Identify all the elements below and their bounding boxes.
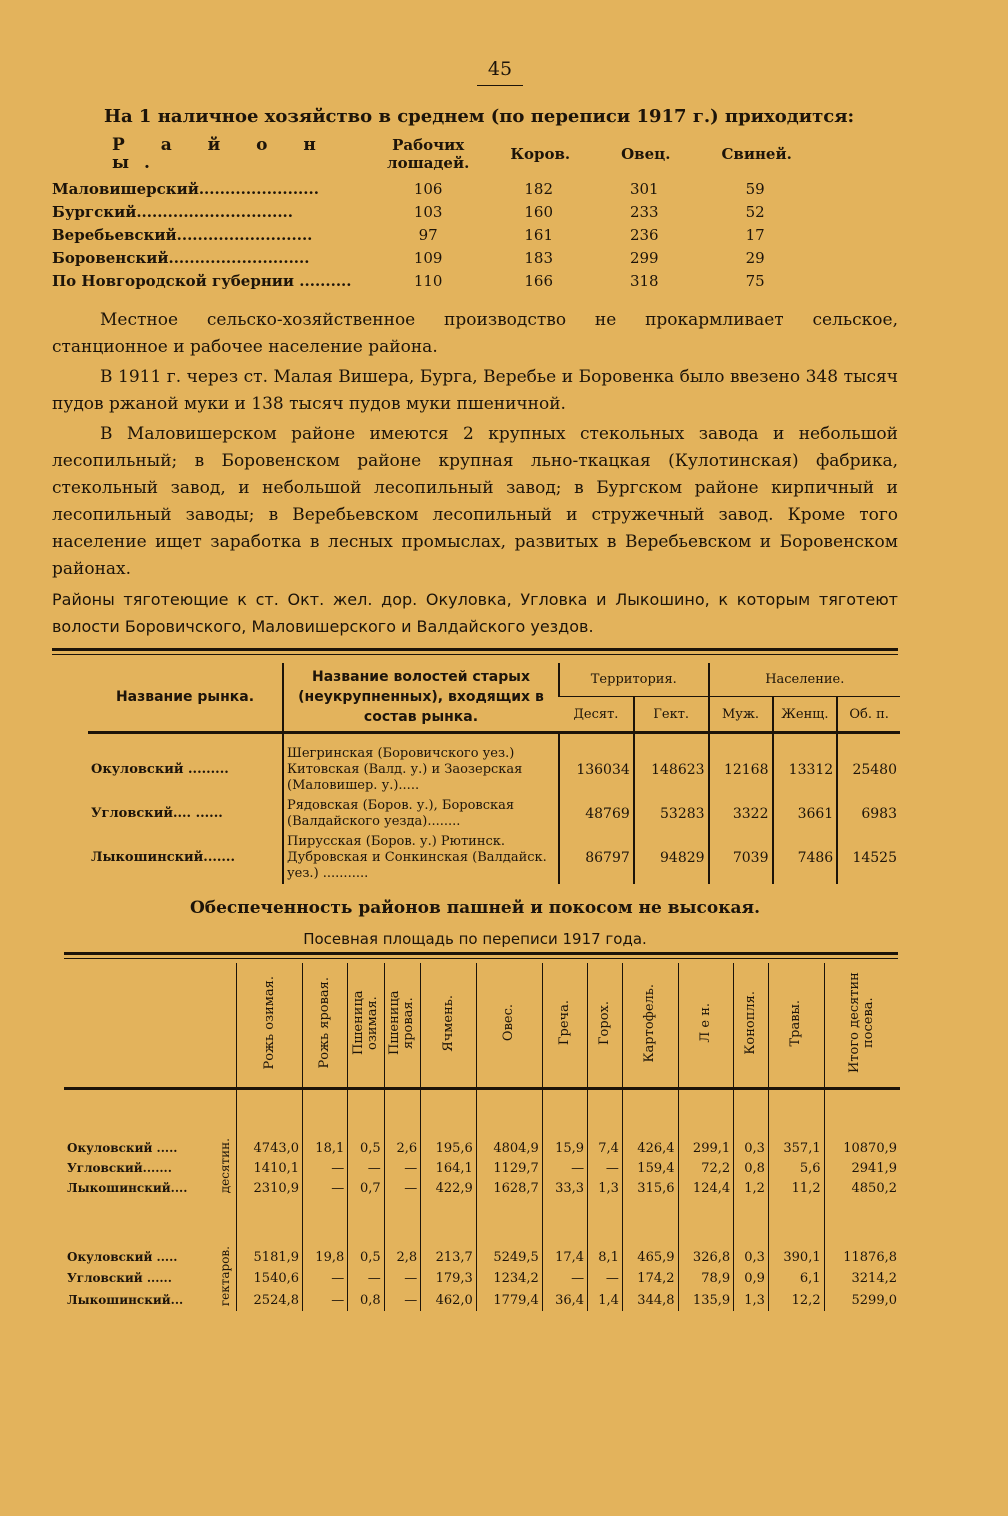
column-header-label: Картофель. [642,983,658,1063]
cell-sheep: 236 [629,226,659,244]
value-cell: 2524,8 [237,1290,303,1312]
cell-horses: 109 [413,249,443,267]
note-line: Обеспеченность районов пашней и покосом не высокая. [189,898,761,918]
gap-cell [64,1089,214,1139]
gap-cell [384,1089,420,1139]
value-cell: — [384,1158,420,1178]
value-cell: — [588,1158,623,1178]
value-cell: 174,2 [622,1268,678,1290]
column-header-label: Овес. [501,1004,517,1042]
gap-cell [421,1198,477,1246]
value-cell: 0,5 [348,1138,384,1158]
table-row [52,178,793,201]
head-desyat: Десят. [559,697,634,733]
column-header [622,963,678,1089]
district-name: По Новгородской губернии .......... [52,272,352,290]
cell-market: Лыкошинский....... [91,850,235,865]
cell-sheep: 233 [629,203,659,221]
gap-cell [824,1089,900,1139]
gap-cell [237,1198,303,1246]
intro-line: На 1 наличное хозяйство в среднем (по переписи 1917 г.) приходится: [104,106,855,127]
column-header-label: Рожь озимая. [261,976,277,1070]
cell-desyat: 86797 [559,832,634,884]
gap-cell [421,1089,477,1139]
value-cell: 0,7 [348,1178,384,1198]
cell-horses: 97 [418,226,438,244]
sown-area-table [64,963,900,1311]
value-cell: 10870,9 [824,1138,900,1158]
cell-cows: 166 [524,272,554,290]
gap-cell [64,1198,214,1246]
value-cell: 135,9 [678,1290,734,1312]
gap-cell [303,1089,348,1139]
value-cell: 4850,2 [824,1178,900,1198]
table-row [88,796,900,832]
column-header [588,963,623,1089]
cell-both: 25480 [837,733,900,797]
cell-cows: 183 [524,249,554,267]
double-rule [52,648,898,655]
gap-cell [768,1089,824,1139]
value-cell: 1234,2 [476,1268,542,1290]
head-men: Муж. [709,697,773,733]
value-cell: 124,4 [678,1178,734,1198]
paragraph-2: В 1911 г. через ст. Малая Вишера, Бурга, Веребье и Боровенка было ввезено 348 тысяч пудов ржаной муки и 138 тысяч пудов муки пшеничной. [52,367,898,414]
row-name: Окуловский ..... [67,1249,178,1264]
value-cell: 4743,0 [237,1138,303,1158]
gap-cell [678,1198,734,1246]
value-cell: 15,9 [542,1138,587,1158]
gap-cell [476,1198,542,1246]
table-row [52,270,793,293]
column-header-label: Итого десятин посева. [847,972,877,1074]
value-cell: — [384,1268,420,1290]
row-name: Лыкошинский.... [67,1180,188,1195]
unit-label-text: гектаров. [217,1246,232,1307]
cell-horses: 106 [413,180,443,198]
value-cell: 12,2 [768,1290,824,1312]
gap-cell [824,1198,900,1246]
column-header-label: Греча. [556,1000,572,1046]
value-cell: 7,4 [588,1138,623,1158]
cell-sheep: 301 [629,180,659,198]
value-cell: 2,6 [384,1138,420,1158]
value-cell: — [384,1290,420,1312]
value-cell: 299,1 [678,1138,734,1158]
unit-label [214,1246,237,1311]
value-cell: 19,8 [303,1246,348,1268]
table-row [64,1246,900,1268]
table-row [88,733,900,797]
header-blank [64,963,214,1089]
gap-cell [214,1089,237,1139]
gap-cell [303,1198,348,1246]
table3-top-rule [64,952,898,959]
value-cell: — [384,1178,420,1198]
value-cell: 357,1 [768,1138,824,1158]
gap-cell [678,1089,734,1139]
value-cell: 1,4 [588,1290,623,1312]
cell-hekt: 148623 [634,733,709,797]
livestock-table-body [52,178,793,293]
head-population: Население. [709,663,900,697]
value-cell: — [542,1268,587,1290]
cell-horses: 103 [413,203,443,221]
cell-men: 7039 [709,832,773,884]
cell-pigs: 59 [745,180,765,198]
head-cows: Коров. [510,145,571,163]
value-cell: 426,4 [622,1138,678,1158]
table-row [64,1158,900,1178]
column-header [734,963,769,1089]
value-cell: 2941,9 [824,1158,900,1178]
cell-both: 14525 [837,832,900,884]
value-cell: 72,2 [678,1158,734,1178]
page-number: 45 [487,58,513,80]
paragraph-3: В Маловишерском районе имеются 2 крупных стекольных завода и небольшой лесопильный; в Боровенском районе крупная льно-ткацкая (Кулотинская) фабрика, стекольный завод, и небольшой лесопильный завод; в Бургском районе кирпичный и лесопильный заводы; в Веребьевском лесопильный и стружечный завод. Кроме того население ищет заработка в лесных промыслах, развитых в Веребьевском и Боровенском районах. [52,424,898,579]
cell-cows: 160 [524,203,554,221]
cell-men: 3322 [709,796,773,832]
column-header-label: Л е н. [697,1003,713,1043]
column-header [348,963,384,1089]
cell-pigs: 75 [745,272,765,290]
value-cell: 465,9 [622,1246,678,1268]
value-cell: 159,4 [622,1158,678,1178]
markets-table-body [88,733,900,885]
head-hekt: Гект. [634,697,709,733]
cell-pigs: 52 [745,203,765,221]
value-cell: 0,8 [734,1158,769,1178]
table-row [64,1178,900,1198]
value-cell: 195,6 [421,1138,477,1158]
column-header [542,963,587,1089]
table-row [52,201,793,224]
table3-title: Посевная площадь по переписи 1917 года. [303,930,647,948]
value-cell: 462,0 [421,1290,477,1312]
cell-volost: Рядовская (Боров. у.), Боровская (Валдайского уезда)........ [283,796,559,832]
value-cell: 179,3 [421,1268,477,1290]
value-cell: 422,9 [421,1178,477,1198]
head-horses [386,135,470,178]
value-cell: 8,1 [588,1246,623,1268]
head-territory: Территория. [559,663,709,697]
cell-hekt: 53283 [634,796,709,832]
column-header-label: Конопля. [743,991,759,1055]
value-cell: — [303,1290,348,1312]
value-cell: 36,4 [542,1290,587,1312]
cell-women: 13312 [773,733,838,797]
cell-hekt: 94829 [634,832,709,884]
head-volost: Название волостей старых (неукрупненных), входящих в состав рынка. [283,663,559,733]
district-name: Боровенский........................... [52,249,310,267]
value-cell: 11,2 [768,1178,824,1198]
unit-label-text: десятин. [217,1138,232,1194]
gap-cell [734,1198,769,1246]
value-cell: 5181,9 [237,1246,303,1268]
column-header [421,963,477,1089]
value-cell: 2,8 [384,1246,420,1268]
column-header-label: Пшеница озимая. [350,990,380,1056]
value-cell: 0,9 [734,1268,769,1290]
value-cell: 0,5 [348,1246,384,1268]
district-name: Маловишерский....................... [52,180,319,198]
value-cell: 1129,7 [476,1158,542,1178]
value-cell: 1540,6 [237,1268,303,1290]
column-header [678,963,734,1089]
value-cell: 1628,7 [476,1178,542,1198]
value-cell: 6,1 [768,1268,824,1290]
header-unit-blank [214,963,237,1089]
row-name: Лыкошинский... [67,1293,184,1308]
gap-cell [542,1089,587,1139]
value-cell: — [542,1158,587,1178]
value-cell: 5299,0 [824,1290,900,1312]
cell-volost: Шегринская (Боровичского уез.) Китовская (Валд. у.) и Заозерская (Маловишер. у.)..... [283,733,559,797]
gap-cell [734,1089,769,1139]
column-header [768,963,824,1089]
head-horses-line1: Рабочих [392,136,465,154]
value-cell: 0,3 [734,1138,769,1158]
cell-pigs: 17 [745,226,765,244]
cell-cows: 161 [524,226,554,244]
value-cell: 326,8 [678,1246,734,1268]
markets-table [88,663,900,884]
livestock-table [52,135,793,293]
page-number-rule [477,85,523,86]
cell-desyat: 136034 [559,733,634,797]
cell-both: 6983 [837,796,900,832]
value-cell: 164,1 [421,1158,477,1178]
value-cell: 4804,9 [476,1138,542,1158]
gap-cell [384,1198,420,1246]
value-cell: — [348,1158,384,1178]
gap-cell [768,1198,824,1246]
value-cell: 5249,5 [476,1246,542,1268]
row-name: Угловский ...... [67,1271,172,1286]
block-gap [64,1089,900,1139]
value-cell: 11876,8 [824,1246,900,1268]
column-header [476,963,542,1089]
paragraph-4: Районы тяготеющие к ст. Окт. жел. дор. Окуловка, Угловка и Лыкошино, к которым тяготеют волости Боровичского, Маловишерского и Валдайского уездов. [52,590,898,636]
value-cell: 213,7 [421,1246,477,1268]
district-name: Веребьевский.......................... [52,226,313,244]
block-gap [64,1198,900,1246]
head-women: Женщ. [773,697,838,733]
table-row [64,1138,900,1158]
value-cell: 1410,1 [237,1158,303,1178]
value-cell: 1779,4 [476,1290,542,1312]
paragraph-1: Местное сельско-хозяйственное производство не прокармливает сельское, станционное и рабочее население района. [52,310,898,357]
value-cell: 18,1 [303,1138,348,1158]
gap-cell [622,1089,678,1139]
value-cell: 33,3 [542,1178,587,1198]
gap-cell [348,1198,384,1246]
value-cell: 390,1 [768,1246,824,1268]
row-name: Окуловский ..... [67,1140,178,1155]
value-cell: 1,3 [588,1178,623,1198]
unit-label [214,1138,237,1198]
table-row [52,224,793,247]
value-cell: — [303,1158,348,1178]
value-cell: — [588,1268,623,1290]
value-cell: 315,6 [622,1178,678,1198]
value-cell: — [348,1268,384,1290]
cell-women: 7486 [773,832,838,884]
sown-area-table-body [64,1089,900,1312]
table-row [64,1290,900,1312]
value-cell: 0,8 [348,1290,384,1312]
gap-cell [542,1198,587,1246]
district-name: Бургский.............................. [52,203,293,221]
cell-women: 3661 [773,796,838,832]
gap-cell [214,1198,237,1246]
value-cell: — [303,1268,348,1290]
value-cell: 17,4 [542,1246,587,1268]
sown-area-header-row [64,963,900,1089]
cell-sheep: 299 [629,249,659,267]
column-header-label: Пшеница яровая. [387,990,417,1056]
row-name: Угловский....... [67,1160,172,1175]
cell-sheep: 318 [629,272,659,290]
column-header-label: Ячмень. [440,994,456,1052]
head-district: Р а й о н ы. [112,135,331,173]
value-cell: 5,6 [768,1158,824,1178]
column-header [303,963,348,1089]
value-cell: 78,9 [678,1268,734,1290]
head-sheep: Овец. [621,145,671,163]
column-header [237,963,303,1089]
column-header [384,963,420,1089]
value-cell: 2310,9 [237,1178,303,1198]
cell-pigs: 29 [745,249,765,267]
cell-men: 12168 [709,733,773,797]
table-row [64,1268,900,1290]
cell-horses: 110 [413,272,443,290]
table-row [88,832,900,884]
value-cell: 344,8 [622,1290,678,1312]
head-market: Название рынка. [115,689,255,705]
gap-cell [237,1089,303,1139]
cell-cows: 182 [524,180,554,198]
column-header-label: Рожь яровая. [317,977,333,1069]
column-header [824,963,900,1089]
column-header-label: Травы. [788,999,804,1047]
value-cell: 1,3 [734,1290,769,1312]
gap-cell [588,1089,623,1139]
value-cell: — [303,1178,348,1198]
gap-cell [348,1089,384,1139]
gap-cell [476,1089,542,1139]
table-row [52,247,793,270]
gap-cell [622,1198,678,1246]
cell-desyat: 48769 [559,796,634,832]
head-pigs: Свиней. [721,145,792,163]
cell-market: Окуловский ......... [88,733,283,797]
gap-cell [588,1198,623,1246]
cell-volost: Пирусская (Боров. у.) Рютинск. Дубровская и Сонкинская (Валдайск. уез.) ........... [283,832,559,884]
value-cell: 0,3 [734,1246,769,1268]
head-both: Об. п. [837,697,900,733]
head-horses-line2: лошадей. [387,154,470,172]
cell-market: Угловский.... ...... [91,806,223,821]
column-header-label: Горох. [596,1000,612,1046]
value-cell: 1,2 [734,1178,769,1198]
value-cell: 3214,2 [824,1268,900,1290]
